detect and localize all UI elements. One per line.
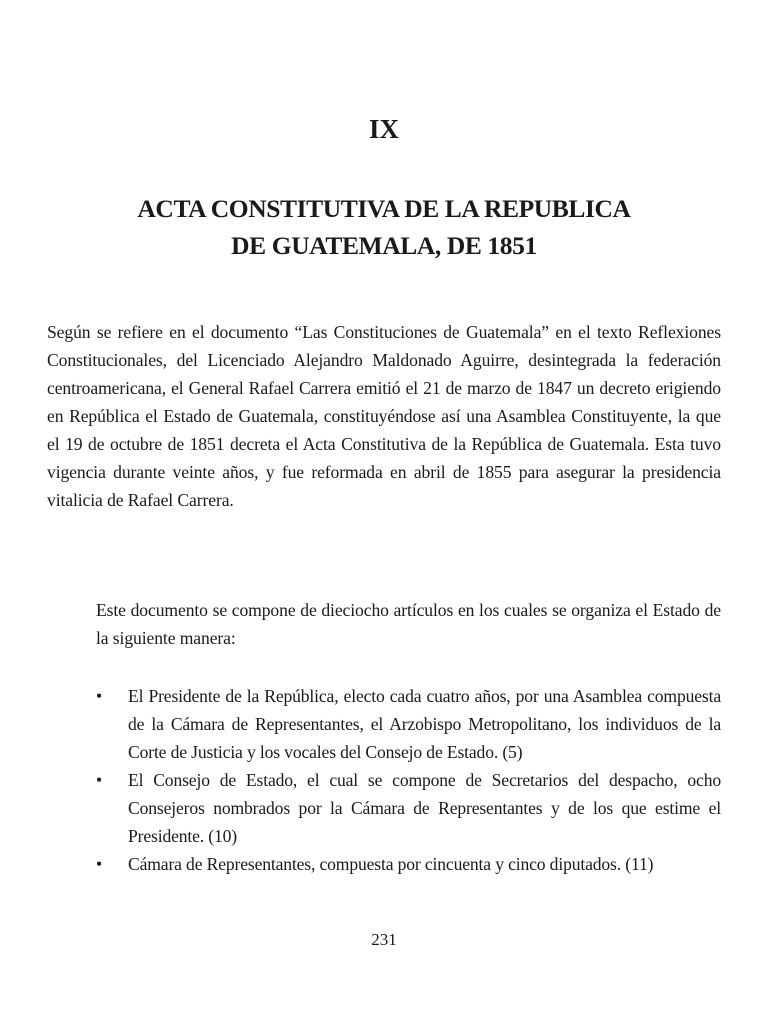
intro-paragraph: Según se refiere en el documento “Las Constituciones de Guatemala” en el texto Reflexiones Constitucionales, del Licenciado Alejandro Maldonado Aguirre, desintegrada la federación centroamericana, el General Rafael Carrera emitió el 21 de marzo de 1847 un decreto erigiendo en República el Estado de Guatemala, constituyéndose así una Asamblea Constituyente, la que el 19 de octubre de 1851 decreta el Acta Constitutiva de la República de Guatemala. Esta tuvo vigencia durante veinte años, y fue reformada en abril de 1855 para asegurar la presidencia vitalicia de Rafael Carrera. [47, 322, 721, 510]
bullet-icon: • [96, 686, 103, 706]
list-item-text: Cámara de Representantes, compuesta por cincuenta y cinco diputados. (11) [128, 854, 654, 874]
document-title [60, 190, 708, 264]
page-number: 231 [371, 930, 397, 949]
bullet-list [96, 682, 721, 878]
intro-section [47, 318, 721, 514]
list-item [96, 682, 721, 766]
list-item-text: El Presidente de la República, electo cada cuatro años, por una Asamblea compuesta de la Cámara de Representantes, el Arzobispo Metropolitano, los individuos de la Corte de Justicia y los vocales del Consejo de Estado. (5) [128, 686, 721, 762]
title-line-2: DE GUATEMALA, DE 1851 [231, 231, 537, 260]
list-item-text: El Consejo de Estado, el cual se compone de Secretarios del despacho, ocho Consejeros nombrados por la Cámara de Representantes y de los que estime el Presidente. (10) [128, 770, 721, 846]
list-item [96, 850, 721, 878]
list-item [96, 766, 721, 850]
chapter-number: IX [368, 114, 399, 144]
title-line-1: ACTA CONSTITUTIVA DE LA REPUBLICA [137, 194, 631, 223]
bullet-icon: • [96, 854, 103, 874]
lead-paragraph: Este documento se compone de dieciocho artículos en los cuales se organiza el Estado de la siguiente manera: [96, 600, 721, 648]
bullet-icon: • [96, 770, 103, 790]
